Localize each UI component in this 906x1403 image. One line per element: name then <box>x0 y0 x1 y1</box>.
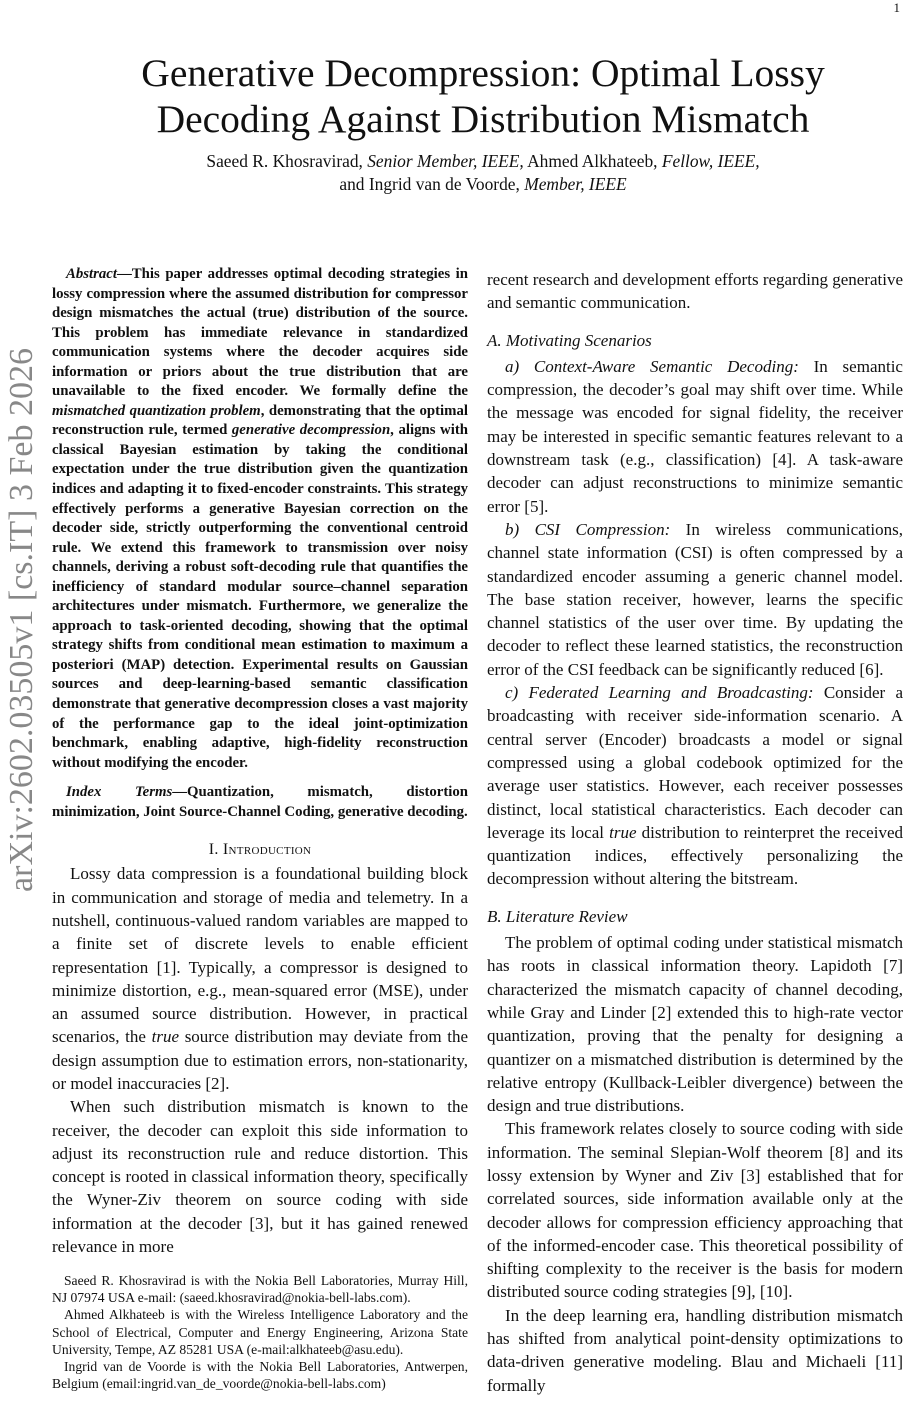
introduction-body <box>52 862 468 1258</box>
author-line <box>0 150 906 173</box>
emphasis-text: true <box>151 1027 180 1047</box>
emphasis-text: mismatched quantization problem <box>52 402 261 419</box>
scenario-title: b) CSI Compression: <box>505 519 671 539</box>
author-list <box>0 150 906 196</box>
scenario-paragraph <box>487 681 903 891</box>
abstract-label: Abstract <box>66 266 117 282</box>
text-run: This framework relates closely to source coding with side information. The seminal Slepian-Wolf theorem [8] and its lossy extension by Wyner and Ziv [3] established that for correlated sources, side information available only at the decoder allows for compression efficiency approaching that of the informed-encoder case. This theoretical possibility of shifting complexity to the receiver is the basis for modern distributed source coding strategies [9], [10]. <box>487 1119 903 1302</box>
footnotes <box>52 1272 468 1392</box>
scenario-text <box>487 683 903 888</box>
text-run: Saeed R. Khosravirad, <box>206 151 368 171</box>
subsection-heading-literature: B. Literature Review <box>487 906 628 926</box>
author-line <box>0 173 906 196</box>
paragraph <box>487 268 903 315</box>
text-run: , aligns with classical Bayesian estimation by taking the conditional expectation under the true distribution given the quantization indices and adapting it to fixed-encoder constraints. This strategy effectively performs a generative Bayesian correction on the decoder side, strictly outperforming the conventional centroid rule. We extend this framework to transmission over noisy channels, deriving a robust soft-decoding rule that quantifies the inefficiency of standard modular source–channel separation architectures under mismatch. Furthermore, we generalize the approach to task-oriented decoding, showing that the optimal strategy shifts from conditional mean estimation to maximum a posteriori (MAP) detection. Experimental results on Gaussian sources and deep-learning-based semantic classification demonstrate that generative decompression closes a vast majority of the performance gap to the ideal joint-optimization benchmark, enabling adaptive, high-fidelity reconstruction without modifying the encoder. <box>52 422 468 771</box>
text-run: recent research and development efforts regarding generative and semantic communication. <box>487 270 903 313</box>
abstract-text <box>52 266 468 771</box>
emphasis-text: Member, IEEE <box>524 174 627 194</box>
left-column <box>52 265 468 1258</box>
text-run: Lossy data compression is a foundational building block in communication and storage of media and telemetry. In a nutshell, continuous-valued random variables are mapped to a finite set of discrete levels to enable efficient representation [1]. Typically, a compressor is designed to minimize distortion, e.g., mean-squared error (MSE), under an assumed source distribution. However, in practical scenarios, the <box>52 864 468 1047</box>
scenario-paragraph <box>487 355 903 518</box>
text-run: In the deep learning era, handling distribution mismatch has shifted from analytical point-density optimizations to data-driven generative modeling. Blau and Michaeli [11] formally <box>487 1305 903 1395</box>
text-run: —This paper addresses optimal decoding strategies in lossy compression where the assumed distribution for compressor design mismatches the actual (true) distribution of the source. This problem has immediate relevance in standardized communication systems where the decoder acquires side information or priors about the true distribution that are unavailable to the fixed encoder. We formally define the <box>52 266 468 400</box>
title-line: Generative Decompression: Optimal Lossy <box>141 51 825 95</box>
paper-title <box>0 50 906 142</box>
scenario-paragraph <box>487 518 903 681</box>
index-terms <box>52 783 468 822</box>
emphasis-text: Fellow, IEEE, <box>661 151 760 171</box>
subsection-heading-motivating: A. Motivating Scenarios <box>487 330 652 350</box>
section-number: I. <box>208 841 223 859</box>
emphasis-text: generative decompression <box>231 422 391 439</box>
arxiv-stamp: arXiv:2602.03505v1 [cs.IT] 3 Feb 2026 <box>3 348 40 892</box>
text-run: Consider a broadcasting with receiver side-information scenario. A central server (Encoder) broadcasts a model or signal compressed using a global codebook optimized for the average user statistics. However, each receiver possesses distinct, local statistical characteristics. Each decoder can leverage its local <box>487 683 903 842</box>
scenario-title: a) Context-Aware Semantic Decoding: <box>505 356 799 376</box>
footnote: Ingrid van de Voorde is with the Nokia Bell Laboratories, Antwerpen, Belgium (email:ingrid.van_de_voorde@nokia-bell-labs.com) <box>52 1359 468 1392</box>
title-line: Decoding Against Distribution Mismatch <box>156 97 810 141</box>
paragraph <box>52 862 468 1095</box>
scenario-title: c) Federated Learning and Broadcasting: <box>505 683 814 703</box>
text-run: distribution to reinterpret the received quantization indices, effectively personalizing the decompression without altering the bitstream. <box>487 822 903 889</box>
text-run: When such distribution mismatch is known to the receiver, the decoder can exploit this side information to adjust its reconstruction rule and reduce distortion. This concept is rooted in classical information theory, specifically the Wyner-Ziv theorem on source coding with side information at the decoder [3], but it has gained renewed relevance in more <box>52 1097 468 1257</box>
index-terms-label: Index Terms <box>66 784 173 801</box>
literature-body <box>487 931 903 1397</box>
paragraph <box>487 931 903 1117</box>
text-run: The problem of optimal coding under statistical mismatch has roots in classical information theory. Lapidoth [7] characterized the mismatch capacity of channel decoding, while Gray and Linder [2] extended this to high-rate vector quantization, proving that the penalty for designing a quantizer on a mismatched distribution is determined by the relative entropy (Kullback-Leibler divergence) between the design and true distributions. <box>487 933 903 1116</box>
abstract <box>52 265 468 773</box>
footnote: Ahmed Alkhateeb is with the Wireless Intelligence Laboratory and the School of Electrical, Computer and Energy Engineering, Arizona State University, Tempe, AZ 85281 USA (e-mail:alkhateeb@asu.edu). <box>52 1307 468 1357</box>
text-run: , demonstrating that the optimal reconstruction rule, termed <box>52 402 468 439</box>
paragraph <box>52 1095 468 1258</box>
text-run: Ahmed Alkhateeb, <box>523 151 662 171</box>
text-run: source distribution may deviate from the design assumption due to estimation errors, non-stationarity, or model inaccuracies [2]. <box>52 1027 468 1093</box>
footnote: Saeed R. Khosravirad is with the Nokia Bell Laboratories, Murray Hill, NJ 07974 USA e-mail: (saeed.khosravirad@nokia-bell-labs.com). <box>52 1273 468 1306</box>
page-number: 1 <box>893 0 900 15</box>
text-run: In wireless communications, channel state information (CSI) is often compressed by a standardized encoder assuming a generic channel model. The base station receiver, however, learns the specific channel statistics of the user over time. By updating the decoder to reflect these learned statistics, the reconstruction error of the CSI feedback can be significantly reduced [6]. <box>487 519 903 679</box>
emphasis-text: true <box>609 822 637 842</box>
scenario-text <box>487 520 903 679</box>
scenario-text <box>487 357 903 516</box>
section-title: Introduction <box>222 841 312 859</box>
section-heading-introduction <box>52 840 468 860</box>
emphasis-text: Senior Member, IEEE, <box>367 151 524 171</box>
scenarios <box>487 355 903 891</box>
paragraph <box>487 1304 903 1397</box>
text-run: and Ingrid van de Voorde, <box>339 174 525 194</box>
paragraph <box>487 1117 903 1303</box>
right-column <box>487 268 903 1397</box>
text-run: In semantic compression, the decoder’s goal may shift over time. While the message was encoded for signal fidelity, the receiver may be interested in specific semantic features relevant to a downstream task (e.g., classification) [4]. A task-aware decoder can adjust reconstructions to minimize semantic error [5]. <box>487 356 903 516</box>
index-terms-text: —Quantization, mismatch, distortion minimization, Joint Source-Channel Coding, generative decoding. <box>52 784 469 820</box>
